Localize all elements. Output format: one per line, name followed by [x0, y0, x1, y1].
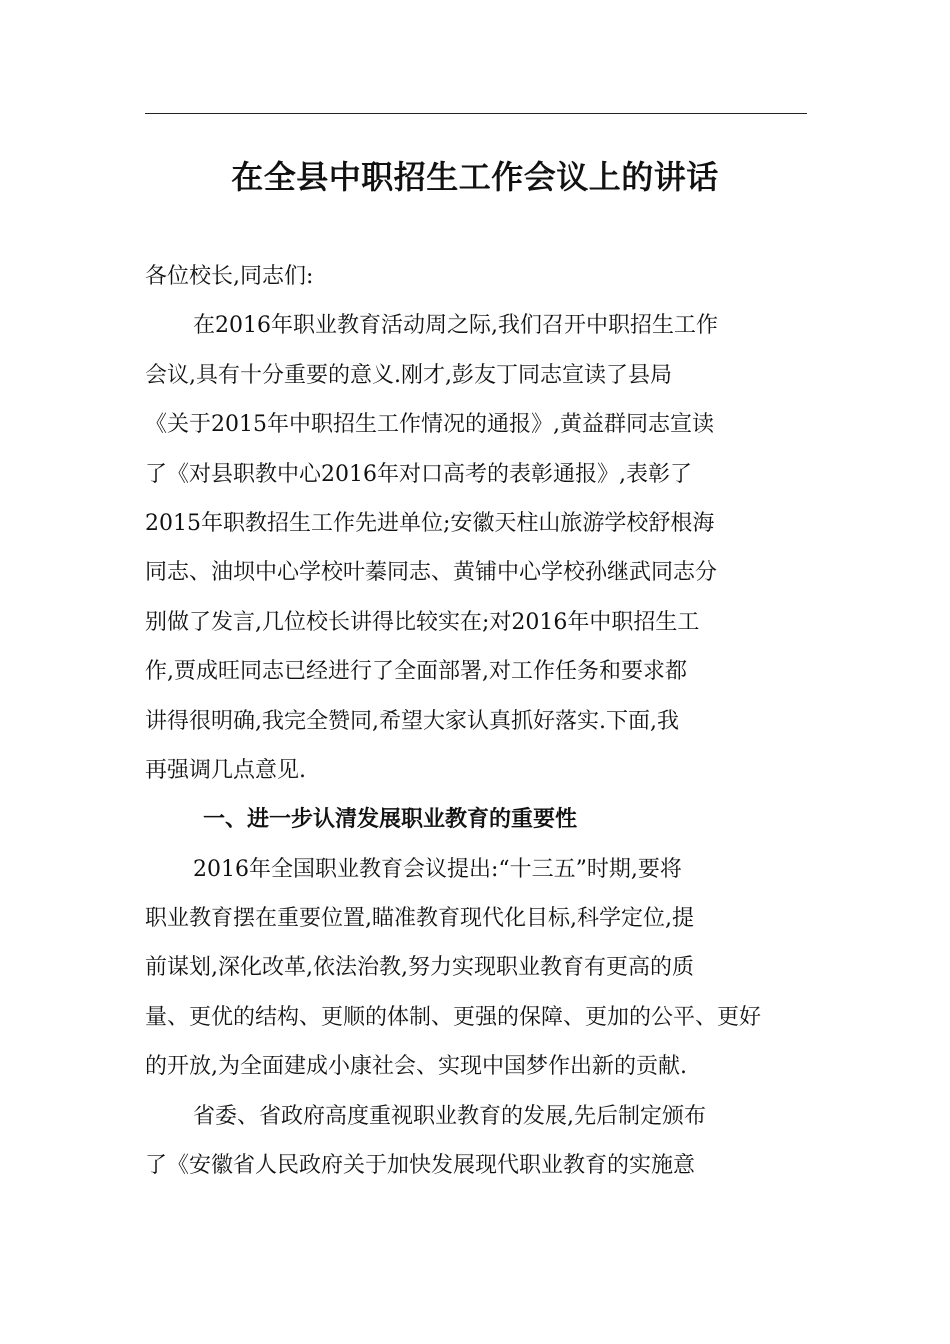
body-line: 了《对县职教中心2016年对口高考的表彰通报》,表彰了 [145, 461, 692, 487]
body-line: 2015年职教招生工作先进单位;安徽天柱山旅游学校舒根海 [145, 510, 715, 536]
body-line: 各位校长,同志们: [145, 264, 314, 289]
body-line: 前谋划,深化改革,依法治教,努力实现职业教育有更高的质 [145, 955, 694, 981]
body-line: 省委、省政府高度重视职业教育的发展,先后制定颁布 [193, 1103, 706, 1129]
header-rule [145, 113, 807, 114]
body-line: 的开放,为全面建成小康社会、实现中国梦作出新的贡献. [145, 1054, 687, 1080]
body-line: 讲得很明确,我完全赞同,希望大家认真抓好落实.下面,我 [145, 708, 679, 734]
body-line: 《关于2015年中职招生工作情况的通报》,黄益群同志宣读 [145, 412, 714, 438]
body-line: 作,贾成旺同志已经进行了全面部署,对工作任务和要求都 [145, 659, 687, 685]
body-line: 别做了发言,几位校长讲得比较实在;对2016年中职招生工 [145, 609, 700, 635]
body-line: 量、更优的结构、更顺的体制、更强的保障、更加的公平、更好 [145, 1004, 762, 1030]
document-body [145, 252, 810, 1190]
body-line: 同志、油坝中心学校叶蓁同志、黄铺中心学校孙继武同志分 [145, 560, 718, 586]
body-line: 了《安徽省人民政府关于加快发展现代职业教育的实施意 [145, 1153, 696, 1179]
body-line: 会议,具有十分重要的意义.刚才,彭友丁同志宣读了县局 [145, 362, 672, 388]
section-heading: 一、进一步认清发展职业教育的重要性 [203, 807, 578, 833]
document-title: 在全县中职招生工作会议上的讲话 [231, 158, 719, 196]
body-line: 在2016年职业教育活动周之际,我们召开中职招生工作 [193, 313, 718, 339]
body-line: 2016年全国职业教育会议提出:“十三五”时期,要将 [193, 856, 682, 882]
body-line: 职业教育摆在重要位置,瞄准教育现代化目标,科学定位,提 [145, 906, 694, 932]
body-line: 再强调几点意见. [145, 757, 306, 783]
